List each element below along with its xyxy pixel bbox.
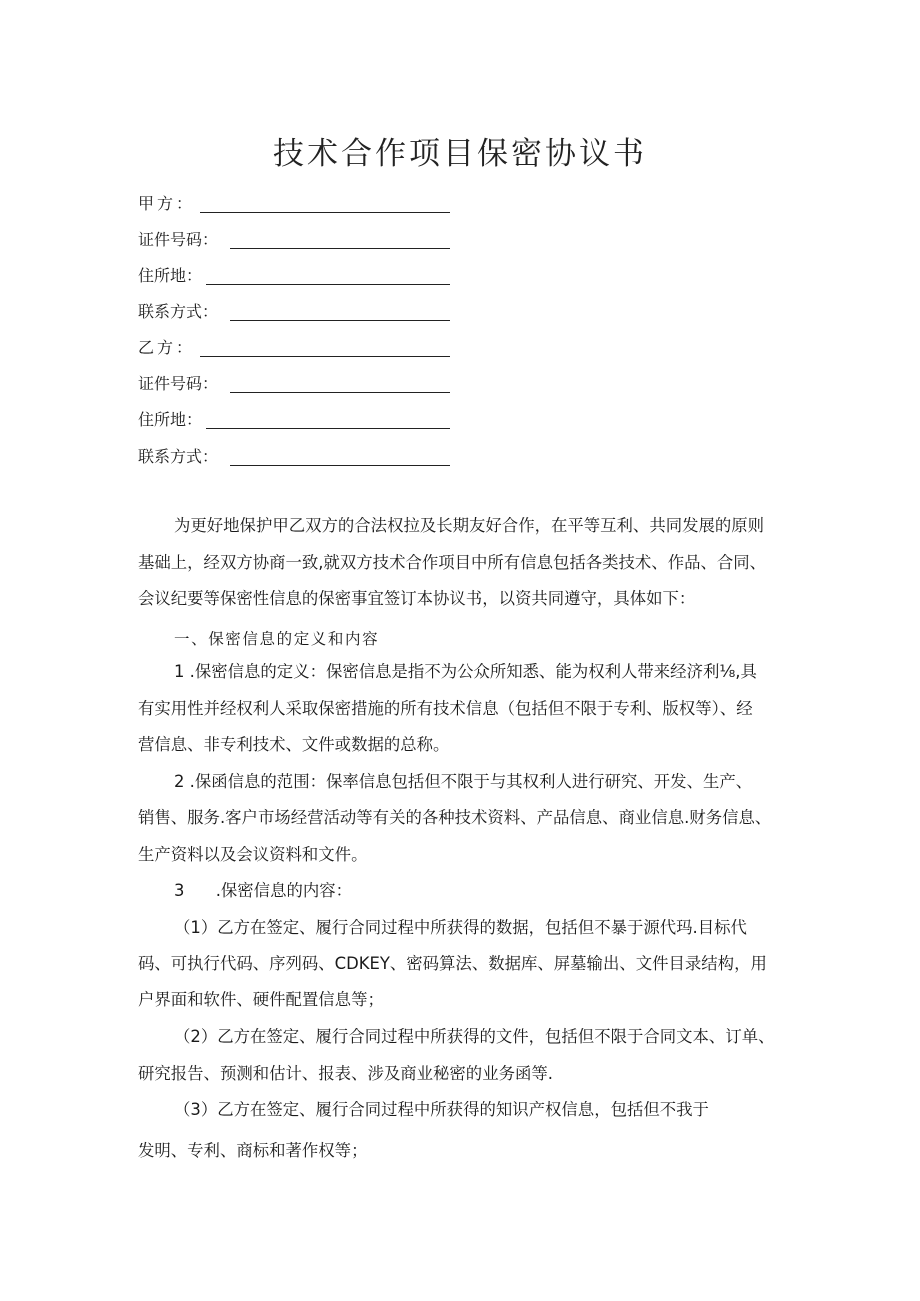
sub-3-line-2: 发明、专利、商标和著作权等； (138, 1141, 368, 1160)
sub-1-line-1: （1）乙方在签定、履行合同过程中所获得的数据，包括但不暴于源代玛.目标代 (174, 918, 747, 937)
party-b-id-blank (230, 392, 450, 393)
sub-1-line-2: 码、可执行代码、序列码、CDKEY、密码算法、数据库、屏墓输出、文件目录结构，用 (138, 954, 767, 973)
item-2-line-2: 销售、服务.客户市场经营活动等有关的各种技术资料、产品信息、商业信息.财务信息、 (138, 808, 772, 827)
party-a-name-blank (200, 212, 450, 213)
party-a-address-label: 住所地： (138, 266, 203, 285)
item-3-line: 3 .保密信息的内容： (174, 881, 353, 900)
party-a-name-field (138, 190, 195, 214)
party-a-contact-label: 联系方式： (138, 302, 219, 321)
party-b-contact-field (138, 443, 218, 467)
sub-1-line-3: 户界面和软件、硬件配置信息等； (138, 990, 384, 1009)
sub-2-line-1: （2）乙方在签定、履行合同过程中所获得的文件，包括但不限于合同文本、订单、 (174, 1027, 775, 1046)
party-b-address-blank (206, 428, 450, 429)
party-a-address-blank (206, 284, 450, 285)
party-b-address-label: 住所地： (138, 410, 203, 429)
section-1-heading: 一、保密信息的定义和内容 (174, 630, 380, 648)
party-b-name-field (138, 334, 195, 358)
party-b-contact-blank (230, 465, 450, 466)
party-b-address-field (138, 406, 202, 430)
sub-3-line-1: （3）乙方在签定、履行合同过程中所获得的知识产权信息，包括但不我于 (174, 1100, 709, 1119)
party-b-name-label: 乙方： (138, 338, 196, 357)
document-title: 技术合作项目保密协议书 (273, 136, 647, 172)
party-a-name-label: 甲方： (138, 194, 196, 213)
intro-line-2: 基础上，经双方协商一致,就双方技术合作项目中所有信息包括各类技术、作品、合同、 (138, 553, 767, 572)
intro-line-1: 为更好地保护甲乙双方的合法权拉及长期友好合作，在平等互利、共同发展的原则 (174, 516, 765, 535)
party-b-id-label: 证件号码： (138, 374, 219, 393)
party-a-id-field (138, 226, 218, 250)
party-a-id-label: 证件号码： (138, 230, 219, 249)
item-1-line-1: 1 .保密信息的定义：保密信息是指不为公众所知悉、能为权利人带来经济利⅛,具 (174, 662, 757, 681)
item-1-line-3: 营信息、非专利技术、文件或数据的总称。 (138, 735, 450, 754)
party-b-contact-label: 联系方式： (138, 447, 219, 466)
party-a-contact-field (138, 298, 218, 322)
party-b-name-blank (200, 356, 450, 357)
intro-line-3: 会议纪要等保密性信息的保密事宜签订本协议书，以资共同遵守，具体如下： (138, 589, 696, 608)
item-2-line-3: 生产资料以及会议资料和文件。 (138, 845, 368, 864)
party-a-address-field (138, 262, 202, 286)
item-2-line-1: 2 .保函信息的范围：保率信息包括但不限于与其权利人进行研究、开发、生产、 (174, 772, 753, 791)
sub-2-line-2: 研究报告、预测和估计、报表、涉及商业秘密的业务函等. (138, 1064, 553, 1083)
party-b-id-field (138, 370, 218, 394)
item-1-line-2: 有实用性并经权利人采取保密措施的所有技术信息（包括但不限于专利、版权等）、经 (138, 699, 753, 718)
party-a-id-blank (230, 248, 450, 249)
party-a-contact-blank (230, 320, 450, 321)
